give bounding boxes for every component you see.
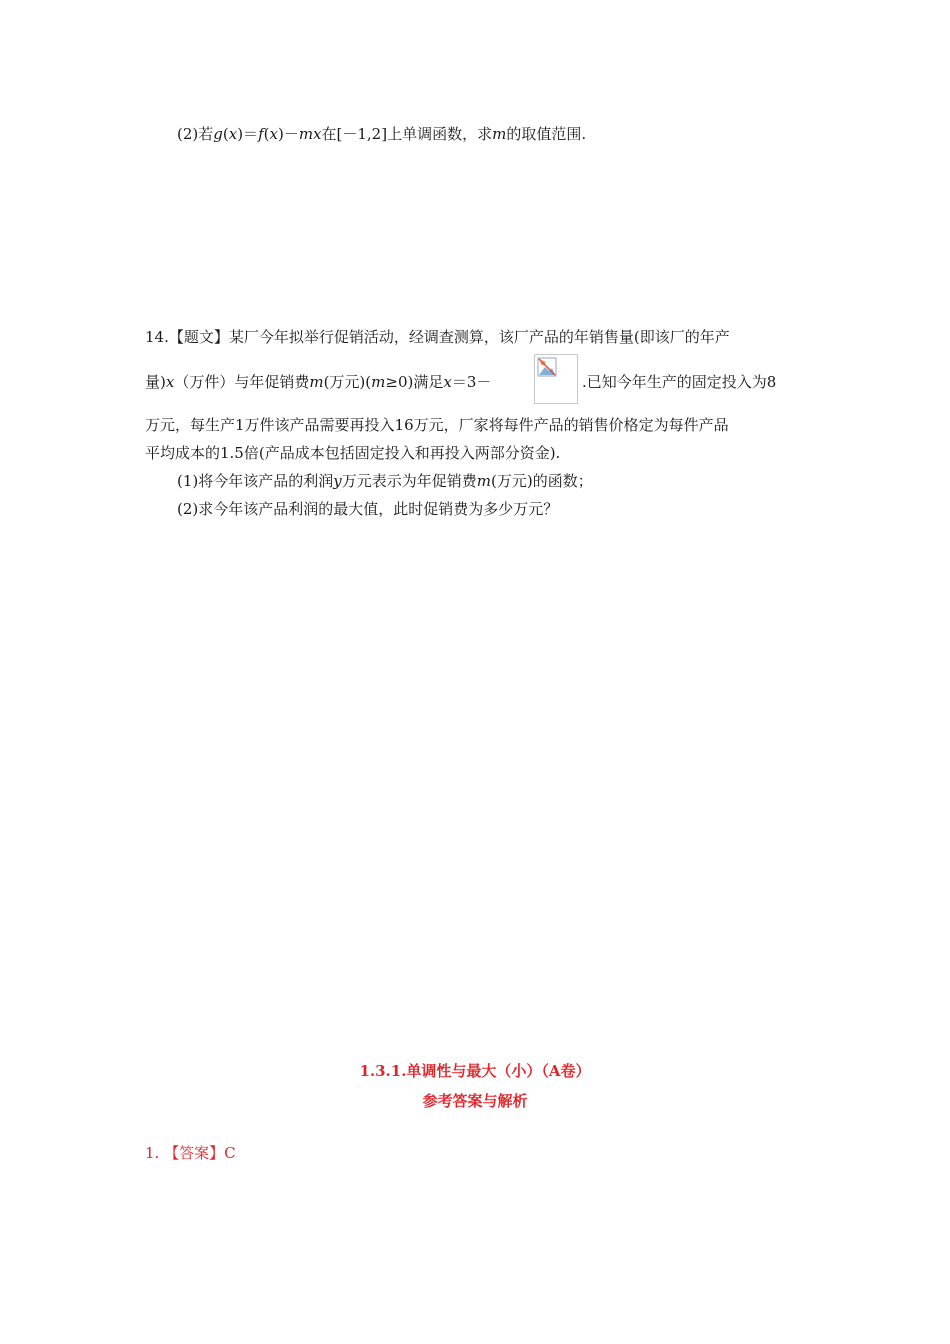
text-segment: (万元)( [323,373,372,391]
broken-image-icon [534,354,578,404]
q14-line-4: 平均成本的1.5倍(产品成本包括固定投入和再投入两部分资金). [145,444,561,462]
q13-prefix: (2)若 [177,125,214,143]
q14-sub-question-2: (2)求今年该产品利润的最大值，此时促销费为多少万元？ [177,500,559,518]
answer-item-1: 1. 【答案】C [145,1144,236,1162]
var-m: m [309,373,324,391]
q14-line-1: 14.【题文】某厂今年拟举行促销活动，经调查测算，该厂产品的年销售量(即该厂的年产 [145,328,730,346]
text-segment: 万元表示为年促销费 [341,472,477,490]
text-segment: （万件）与年促销费 [174,373,310,391]
q14-line-2 [145,372,491,392]
q13-part2-text: (2)若g(x)＝f(x)－mx在[－1,2]上单调函数，求m的取值范围. [177,125,587,143]
answer-section-title: 1.3.1.单调性与最大（小）（A卷） [359,1062,591,1080]
q13-suffix: 的取值范围. [506,125,587,143]
var-x: x [269,125,278,143]
minus-sign: － [283,125,299,143]
q14-sub-question-1 [177,471,593,491]
answer-section-subtitle: 参考答案与解析 [422,1092,528,1110]
text-segment: 量) [145,373,166,391]
q13-mid: 在[－1,2]上单调函数，求 [321,125,493,143]
var-m: m [492,125,507,143]
var-y: y [333,472,342,490]
equals-sign: ＝ [243,125,259,143]
var-g: g [213,125,223,143]
q14-line-2-tail: .已知今年生产的固定投入为8 [582,373,777,391]
text-segment: (万元)的函数； [490,472,593,490]
var-m: m [371,373,386,391]
image-icon [537,357,557,377]
text-segment: ＝3－ [451,373,492,391]
q14-line-3: 万元，每生产1万件该产品需要再投入16万元，厂家将每件产品的销售价格定为每件产品 [145,416,729,434]
var-f: f [258,125,264,143]
var-x: x [228,125,238,143]
var-x: x [165,373,175,391]
text-segment: ≥0)满足 [385,373,444,391]
text-segment: (1)将今年该产品的利润 [177,472,334,490]
var-m: m [476,472,491,490]
var-x: x [443,373,452,391]
var-mx: mx [298,125,322,143]
